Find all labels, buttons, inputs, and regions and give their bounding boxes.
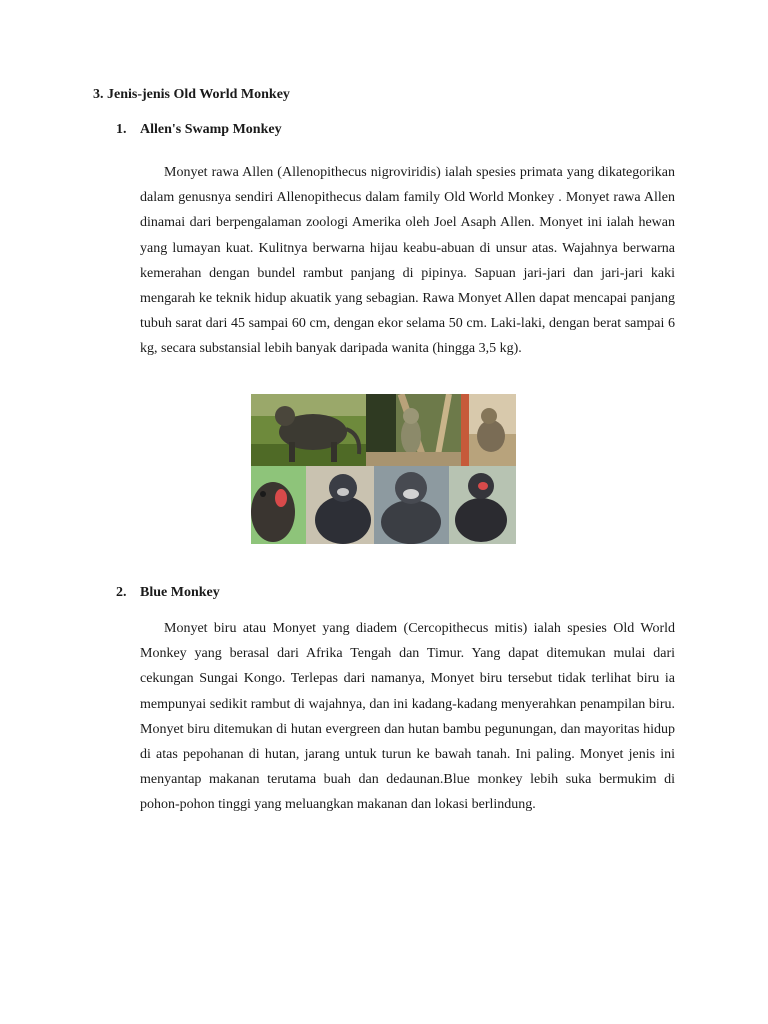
photo-blue-monkey-3	[449, 466, 516, 544]
photo-blue-monkey-yawning	[251, 466, 306, 544]
item-title: Allen's Swamp Monkey	[140, 122, 282, 137]
item-title-blue-monkey	[116, 585, 220, 601]
photo-blue-monkey-1	[306, 466, 374, 544]
paragraph-blue-monkey: Monyet biru atau Monyet yang diadem (Cercopithecus mitis) ialah spesies Old World Monkey yang berasal dari Afrika Tengah dan Timur. Yang dapat ditemukan mulai dari cekungan Sungai Kongo. Terlepas dari namanya, Monyet biru tersebut tidak terlihat biru ia mempunyai sedikit rambut di wajahnya, dan ini kadang-kadang menyerahkan penampilan biru. Monyet biru ditemukan di hutan evergreen dan hutan bambu pegunungan, dan mayoritas hidup di atas pepohanan di hutan, jarang untuk turun ke bawah tanah. Ini paling. Monyet jenis ini menyantap makanan terutama buah dan dedaunan.Blue monkey lebih suka bermukim di pohon-pohon tinggi yang meluangkan makanan dan lokasi berlindung.	[140, 621, 675, 813]
monkey-photo-collage	[251, 394, 516, 544]
item-number: 1.	[116, 122, 127, 137]
item-title: Blue Monkey	[140, 585, 220, 600]
photo-swamp-monkey-sitting	[461, 394, 516, 466]
photo-swamp-monkey-branch	[366, 394, 461, 466]
section-heading: 3. Jenis-jenis Old World Monkey	[93, 87, 290, 102]
item-number: 2.	[116, 585, 127, 600]
photo-swamp-monkey-grass	[251, 394, 366, 466]
photo-blue-monkey-2	[374, 466, 449, 544]
item-title-allens-swamp-monkey	[116, 122, 282, 138]
paragraph-allens-swamp-monkey: Monyet rawa Allen (Allenopithecus nigroviridis) ialah spesies primata yang dikategorikan dalam genusnya sendiri Allenopithecus dalam family Old World Monkey . Monyet rawa Allen dinamai dari berpengalaman zoologi Amerika oleh Joel Asaph Allen. Monyet ini ialah hewan yang lumayan kuat. Kulitnya berwarna hijau keabu-abuan di unsur atas. Wajahnya berwarna kemerahan dengan bundel rambut panjang di pipinya. Sapuan jari-jari dan jari-jari kaki mengarah ke teknik hidup akuatik yang sebagian. Rawa Monyet Allen dapat mencapai panjang tubuh sarat dari 45 sampai 60 cm, dengan ekor selama 50 cm. Laki-laki, dengan berat sampai 6 kg, secara substansial lebih banyak daripada wanita (hingga 3,5 kg).	[140, 165, 675, 357]
